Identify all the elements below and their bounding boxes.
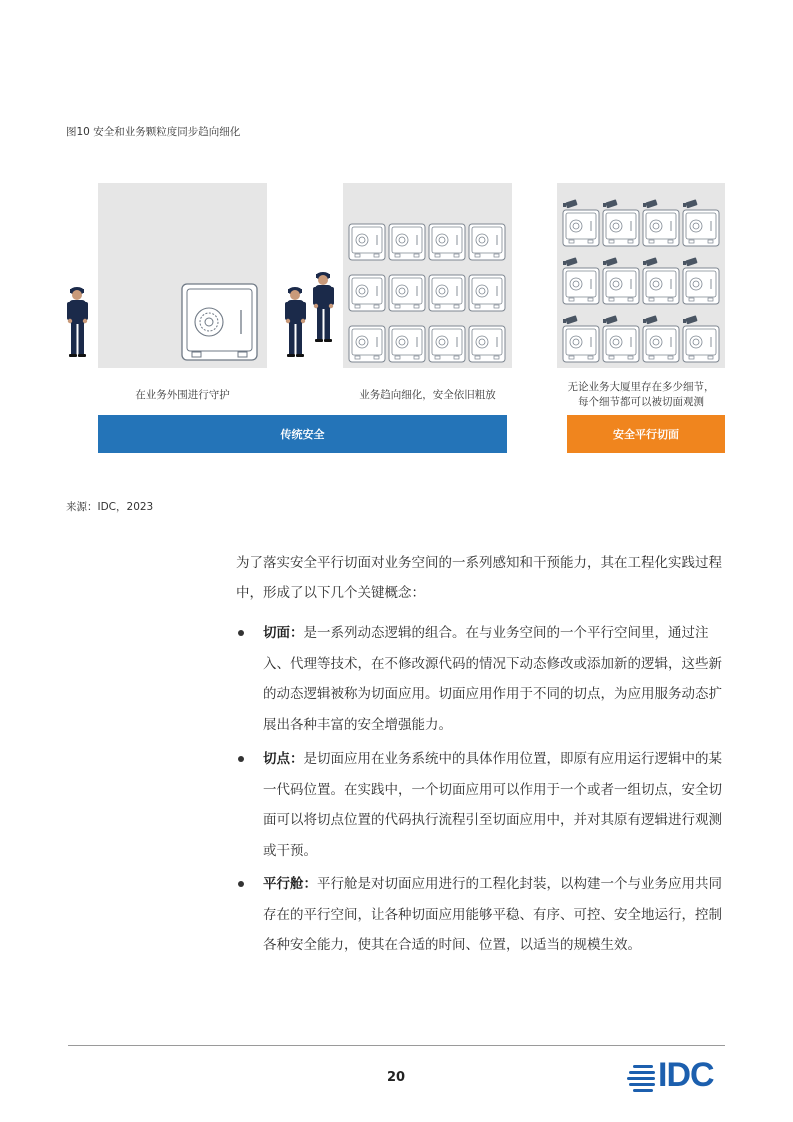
bullet-body: 平行舱是对切面应用进行的工程化封装，以构建一个与业务应用共同存在的平行空间，让各种切面应用能够平稳、有序、可控、安全地运行，控制各种安全能力，使其在合适的时间、位置，以适当的规模生效。 bbox=[263, 876, 722, 953]
bullet-term: 平行舱： bbox=[263, 876, 317, 892]
panel2-label: 业务趋向细化，安全依旧粗放 bbox=[359, 389, 496, 401]
large-safe-icon bbox=[182, 284, 257, 360]
traditional-security-bar: 传统安全 bbox=[98, 415, 507, 453]
bullet-dot bbox=[238, 630, 244, 636]
guard-icon bbox=[67, 287, 88, 357]
bullet-term: 切面： bbox=[263, 625, 304, 641]
bullet-dot bbox=[238, 756, 244, 762]
idc-logo: IDC bbox=[658, 1056, 714, 1094]
panel1-label: 在业务外围进行守护 bbox=[135, 389, 230, 401]
idc-logo-icon bbox=[627, 1064, 657, 1092]
page-number: 20 bbox=[386, 1070, 406, 1085]
bullet-item-pointcut bbox=[263, 744, 725, 866]
bullet-term: 切点： bbox=[263, 751, 304, 767]
security-granularity-illustration bbox=[0, 170, 793, 410]
bullet-item-aspect bbox=[263, 618, 725, 740]
figure-source: 来源：IDC，2023 bbox=[66, 501, 154, 513]
footer-divider bbox=[68, 1045, 725, 1046]
bullet-body: 是切面应用在业务系统中的具体作用位置，即原有应用运行逻辑中的某一代码位置。在实践中，一个切面应用可以作用于一个或者一组切点，安全切面可以将切点位置的代码执行流程引至切面应用中，并对其原有逻辑进行观测或干预。 bbox=[263, 751, 722, 859]
guard-icon bbox=[313, 272, 334, 342]
panel3-label-1: 无论业务大厦里存在多少细节， bbox=[567, 381, 715, 393]
guard-icon bbox=[285, 287, 306, 357]
figure-caption: 图10 安全和业务颗粒度同步趋向细化 bbox=[66, 126, 241, 138]
intro-paragraph: 为了落实安全平行切面对业务空间的一系列感知和干预能力，其在工程化实践过程中，形成了以下几个关键概念： bbox=[236, 555, 722, 601]
parallel-plane-bar: 安全平行切面 bbox=[567, 415, 725, 453]
bullet-body: 是一系列动态逻辑的组合。在与业务空间的一个平行空间里，通过注入、代理等技术，在不修改源代码的情况下动态修改或添加新的逻辑，这些新的动态逻辑被称为切面应用。切面应用作用于不同的切点，为应用服务动态扩展出各种丰富的安全增强能力。 bbox=[263, 625, 722, 733]
bullet-item-parallel-cabin bbox=[263, 869, 725, 961]
bullet-dot bbox=[238, 881, 244, 887]
panel3-label-2: 每个细节都可以被切面观测 bbox=[578, 396, 704, 408]
